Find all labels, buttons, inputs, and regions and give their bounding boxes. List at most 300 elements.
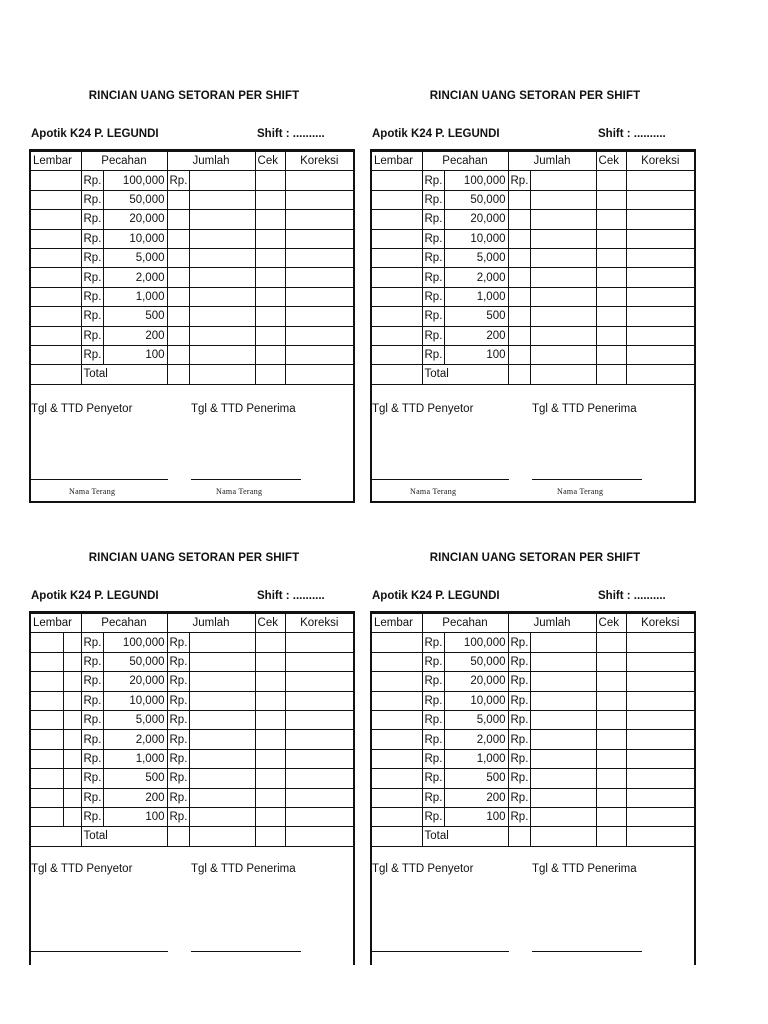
lembar-cell[interactable]	[372, 672, 422, 691]
cek-cell[interactable]	[255, 268, 285, 287]
lembar-cell[interactable]	[372, 268, 422, 287]
jumlah-cell[interactable]	[530, 307, 596, 326]
cek-cell[interactable]	[596, 633, 626, 652]
pecahan-currency: Rp.	[422, 229, 444, 248]
cek-cell[interactable]	[255, 210, 285, 229]
lembar-cell[interactable]	[31, 691, 63, 710]
pecahan-value: 200	[444, 326, 508, 345]
koreksi-cell[interactable]	[285, 307, 353, 326]
header-pecahan: Pecahan	[81, 152, 167, 171]
pecahan-value: 100	[103, 807, 167, 826]
pecahan-value: 100	[444, 345, 508, 364]
koreksi-cell[interactable]	[626, 652, 694, 671]
koreksi-cell[interactable]	[285, 749, 353, 768]
cek-cell[interactable]	[255, 326, 285, 345]
denomination-table	[31, 613, 353, 847]
table-row	[31, 769, 353, 788]
koreksi-cell[interactable]	[626, 749, 694, 768]
total-jumlah-cell[interactable]	[530, 827, 596, 846]
koreksi-cell[interactable]	[285, 171, 353, 190]
header-koreksi: Koreksi	[626, 152, 694, 171]
koreksi-cell[interactable]	[285, 788, 353, 807]
pecahan-currency: Rp.	[422, 307, 444, 326]
cek-cell[interactable]	[596, 326, 626, 345]
jumlah-currency-cell[interactable]	[167, 248, 189, 267]
penerima-signature-line[interactable]	[191, 479, 301, 480]
koreksi-cell[interactable]	[285, 326, 353, 345]
koreksi-cell[interactable]	[626, 171, 694, 190]
header-pecahan: Pecahan	[422, 614, 508, 633]
table-row	[372, 268, 694, 287]
jumlah-currency: Rp.	[167, 710, 189, 729]
jumlah-cell[interactable]	[189, 672, 255, 691]
lembar-cell[interactable]	[31, 248, 81, 267]
table-row	[372, 171, 694, 190]
header-jumlah: Jumlah	[167, 614, 255, 633]
table-row	[31, 229, 353, 248]
lembar-cell[interactable]	[31, 749, 63, 768]
table-row	[372, 633, 694, 652]
koreksi-cell[interactable]	[285, 769, 353, 788]
cek-cell[interactable]	[255, 633, 285, 652]
lembar-sub-cell[interactable]	[63, 769, 81, 788]
koreksi-cell[interactable]	[626, 190, 694, 209]
pecahan-value: 100	[103, 345, 167, 364]
jumlah-cell[interactable]	[530, 633, 596, 652]
jumlah-currency-cell[interactable]	[508, 345, 530, 364]
pecahan-currency: Rp.	[81, 788, 103, 807]
penyetor-label: Tgl & TTD Penyetor	[372, 863, 474, 875]
lembar-cell[interactable]	[31, 268, 81, 287]
cek-cell[interactable]	[255, 807, 285, 826]
jumlah-cell[interactable]	[189, 691, 255, 710]
lembar-cell[interactable]	[372, 652, 422, 671]
total-cek-cell[interactable]	[255, 365, 285, 384]
koreksi-cell[interactable]	[285, 248, 353, 267]
lembar-cell[interactable]	[372, 730, 422, 749]
header-cek: Cek	[596, 152, 626, 171]
cek-cell[interactable]	[596, 229, 626, 248]
jumlah-currency-cell[interactable]	[508, 248, 530, 267]
pecahan-value: 20,000	[444, 210, 508, 229]
jumlah-currency-cell[interactable]	[167, 190, 189, 209]
total-currency-cell	[508, 365, 530, 384]
jumlah-cell[interactable]	[530, 652, 596, 671]
lembar-cell[interactable]	[31, 710, 63, 729]
jumlah-cell[interactable]	[189, 171, 255, 190]
cek-cell[interactable]	[596, 672, 626, 691]
jumlah-cell[interactable]	[189, 210, 255, 229]
pecahan-value: 5,000	[103, 710, 167, 729]
cek-cell[interactable]	[255, 229, 285, 248]
jumlah-currency-cell[interactable]	[508, 268, 530, 287]
jumlah-cell[interactable]	[189, 710, 255, 729]
lembar-cell[interactable]	[31, 807, 63, 826]
jumlah-currency: Rp.	[167, 730, 189, 749]
jumlah-cell[interactable]	[189, 730, 255, 749]
lembar-cell[interactable]	[372, 691, 422, 710]
jumlah-cell[interactable]	[189, 326, 255, 345]
jumlah-cell[interactable]	[530, 672, 596, 691]
jumlah-cell[interactable]	[530, 171, 596, 190]
total-cek-cell[interactable]	[596, 827, 626, 846]
pecahan-currency: Rp.	[81, 691, 103, 710]
lembar-sub-cell[interactable]	[63, 749, 81, 768]
pecahan-value: 500	[444, 307, 508, 326]
total-label: Total	[81, 365, 167, 384]
koreksi-cell[interactable]	[285, 287, 353, 306]
total-koreksi-cell[interactable]	[285, 827, 353, 846]
total-cek-cell[interactable]	[596, 365, 626, 384]
koreksi-cell[interactable]	[626, 691, 694, 710]
total-koreksi-cell[interactable]	[626, 827, 694, 846]
penerima-nama-terang: Nama Terang	[216, 487, 263, 496]
penerima-signature-line[interactable]	[532, 951, 642, 952]
lembar-cell[interactable]	[31, 307, 81, 326]
cek-cell[interactable]	[596, 710, 626, 729]
cek-cell[interactable]	[596, 345, 626, 364]
table-row	[372, 210, 694, 229]
koreksi-cell[interactable]	[626, 210, 694, 229]
lembar-cell[interactable]	[31, 345, 81, 364]
jumlah-currency: Rp.	[508, 749, 530, 768]
header-lembar: Lembar	[372, 614, 422, 633]
form-title: RINCIAN UANG SETORAN PER SHIFT	[88, 552, 300, 564]
penerima-signature-line[interactable]	[191, 951, 301, 952]
lembar-cell[interactable]	[372, 190, 422, 209]
cek-cell[interactable]	[255, 171, 285, 190]
jumlah-cell[interactable]	[530, 769, 596, 788]
koreksi-cell[interactable]	[626, 229, 694, 248]
koreksi-cell[interactable]	[285, 633, 353, 652]
lembar-cell[interactable]	[372, 749, 422, 768]
cek-cell[interactable]	[596, 210, 626, 229]
total-row	[31, 827, 353, 846]
jumlah-currency: Rp.	[167, 769, 189, 788]
pecahan-value: 200	[103, 788, 167, 807]
koreksi-cell[interactable]	[285, 268, 353, 287]
pecahan-value: 20,000	[103, 210, 167, 229]
cek-cell[interactable]	[596, 730, 626, 749]
koreksi-cell[interactable]	[626, 710, 694, 729]
jumlah-cell[interactable]	[189, 633, 255, 652]
koreksi-cell[interactable]	[285, 710, 353, 729]
pecahan-currency: Rp.	[81, 345, 103, 364]
lembar-cell[interactable]	[31, 788, 63, 807]
cek-cell[interactable]	[255, 730, 285, 749]
lembar-cell[interactable]	[372, 287, 422, 306]
jumlah-cell[interactable]	[530, 326, 596, 345]
apotik-name: Apotik K24 P. LEGUNDI	[31, 590, 159, 602]
jumlah-currency: Rp.	[167, 691, 189, 710]
jumlah-cell[interactable]	[189, 229, 255, 248]
koreksi-cell[interactable]	[626, 248, 694, 267]
table-row	[31, 345, 353, 364]
jumlah-cell[interactable]	[530, 730, 596, 749]
koreksi-cell[interactable]	[285, 672, 353, 691]
jumlah-currency-cell[interactable]	[167, 210, 189, 229]
jumlah-currency-cell[interactable]	[508, 307, 530, 326]
koreksi-cell[interactable]	[626, 326, 694, 345]
lembar-cell[interactable]	[372, 788, 422, 807]
pecahan-value: 1,000	[103, 287, 167, 306]
pecahan-value: 10,000	[103, 229, 167, 248]
koreksi-cell[interactable]	[626, 730, 694, 749]
jumlah-cell[interactable]	[189, 287, 255, 306]
lembar-cell[interactable]	[31, 633, 63, 652]
pecahan-value: 2,000	[103, 268, 167, 287]
penyetor-signature-line[interactable]	[31, 951, 168, 952]
lembar-cell[interactable]	[372, 248, 422, 267]
header-lembar: Lembar	[372, 152, 422, 171]
jumlah-cell[interactable]	[530, 788, 596, 807]
table-row	[372, 229, 694, 248]
cek-cell[interactable]	[596, 268, 626, 287]
lembar-cell[interactable]	[31, 672, 63, 691]
jumlah-cell[interactable]	[530, 710, 596, 729]
cek-cell[interactable]	[596, 652, 626, 671]
jumlah-cell[interactable]	[530, 691, 596, 710]
lembar-sub-cell[interactable]	[63, 672, 81, 691]
lembar-sub-cell[interactable]	[63, 652, 81, 671]
jumlah-cell[interactable]	[189, 807, 255, 826]
jumlah-currency-cell[interactable]	[167, 268, 189, 287]
lembar-cell[interactable]	[372, 710, 422, 729]
jumlah-currency-cell[interactable]	[508, 190, 530, 209]
lembar-sub-cell[interactable]	[63, 788, 81, 807]
lembar-sub-cell[interactable]	[63, 807, 81, 826]
table-row	[31, 749, 353, 768]
total-row	[31, 365, 353, 384]
pecahan-value: 1,000	[444, 749, 508, 768]
lembar-cell[interactable]	[31, 190, 81, 209]
lembar-cell[interactable]	[31, 730, 63, 749]
lembar-cell[interactable]	[31, 171, 81, 190]
koreksi-cell[interactable]	[626, 633, 694, 652]
jumlah-currency-cell[interactable]	[167, 287, 189, 306]
table-row	[372, 730, 694, 749]
jumlah-currency: Rp.	[167, 652, 189, 671]
cek-cell[interactable]	[255, 749, 285, 768]
jumlah-currency-cell[interactable]	[167, 326, 189, 345]
cek-cell[interactable]	[255, 652, 285, 671]
jumlah-cell[interactable]	[189, 248, 255, 267]
pecahan-currency: Rp.	[81, 210, 103, 229]
table-row	[31, 788, 353, 807]
jumlah-currency-cell[interactable]	[167, 229, 189, 248]
koreksi-cell[interactable]	[285, 210, 353, 229]
jumlah-cell[interactable]	[530, 248, 596, 267]
jumlah-cell[interactable]	[530, 287, 596, 306]
jumlah-cell[interactable]	[530, 345, 596, 364]
cek-cell[interactable]	[255, 307, 285, 326]
cek-cell[interactable]	[596, 307, 626, 326]
table-row	[372, 788, 694, 807]
lembar-cell[interactable]	[372, 769, 422, 788]
table-row	[31, 171, 353, 190]
pecahan-currency: Rp.	[422, 769, 444, 788]
jumlah-currency-cell[interactable]	[167, 345, 189, 364]
lembar-cell[interactable]	[31, 229, 81, 248]
penerima-signature-line[interactable]	[532, 479, 642, 480]
pecahan-currency: Rp.	[422, 807, 444, 826]
total-jumlah-cell[interactable]	[189, 365, 255, 384]
jumlah-currency-cell[interactable]	[508, 326, 530, 345]
cek-cell[interactable]	[255, 691, 285, 710]
penyetor-signature-line[interactable]	[372, 479, 509, 480]
jumlah-currency: Rp.	[508, 691, 530, 710]
koreksi-cell[interactable]	[285, 345, 353, 364]
jumlah-currency-cell[interactable]	[167, 307, 189, 326]
cek-cell[interactable]	[255, 672, 285, 691]
cek-cell[interactable]	[596, 807, 626, 826]
cek-cell[interactable]	[596, 749, 626, 768]
koreksi-cell[interactable]	[285, 807, 353, 826]
koreksi-cell[interactable]	[626, 268, 694, 287]
table-row	[372, 326, 694, 345]
penyetor-signature-line[interactable]	[372, 951, 509, 952]
pecahan-currency: Rp.	[422, 210, 444, 229]
jumlah-cell[interactable]	[189, 788, 255, 807]
jumlah-currency-cell[interactable]	[508, 287, 530, 306]
lembar-sub-cell[interactable]	[63, 730, 81, 749]
lembar-cell[interactable]	[372, 210, 422, 229]
header-cek: Cek	[255, 152, 285, 171]
total-row	[372, 365, 694, 384]
pecahan-currency: Rp.	[422, 326, 444, 345]
koreksi-cell[interactable]	[285, 691, 353, 710]
jumlah-cell[interactable]	[189, 749, 255, 768]
koreksi-cell[interactable]	[285, 730, 353, 749]
lembar-sub-cell[interactable]	[63, 710, 81, 729]
cek-cell[interactable]	[596, 248, 626, 267]
jumlah-currency: Rp.	[508, 730, 530, 749]
cek-cell[interactable]	[596, 287, 626, 306]
lembar-cell[interactable]	[372, 171, 422, 190]
total-currency-cell	[508, 827, 530, 846]
koreksi-cell[interactable]	[626, 345, 694, 364]
lembar-cell[interactable]	[372, 345, 422, 364]
shift-field: Shift : ..........	[257, 590, 325, 602]
penyetor-signature-line[interactable]	[31, 479, 168, 480]
table-row	[372, 287, 694, 306]
total-cek-cell[interactable]	[255, 827, 285, 846]
koreksi-cell[interactable]	[285, 652, 353, 671]
cek-cell[interactable]	[255, 248, 285, 267]
total-label: Total	[81, 827, 167, 846]
jumlah-cell[interactable]	[530, 807, 596, 826]
penerima-label: Tgl & TTD Penerima	[532, 863, 637, 875]
koreksi-cell[interactable]	[626, 788, 694, 807]
cek-cell[interactable]	[255, 710, 285, 729]
koreksi-cell[interactable]	[626, 307, 694, 326]
lembar-cell[interactable]	[31, 326, 81, 345]
pecahan-value: 20,000	[444, 672, 508, 691]
header-cek: Cek	[255, 614, 285, 633]
header-jumlah: Jumlah	[167, 152, 255, 171]
lembar-cell[interactable]	[372, 307, 422, 326]
lembar-cell[interactable]	[31, 769, 63, 788]
jumlah-cell[interactable]	[189, 268, 255, 287]
pecahan-value: 20,000	[103, 672, 167, 691]
pecahan-value: 10,000	[103, 691, 167, 710]
total-lembar-cell	[372, 827, 422, 846]
jumlah-currency: Rp.	[508, 672, 530, 691]
jumlah-currency-cell[interactable]	[508, 229, 530, 248]
jumlah-cell[interactable]	[530, 749, 596, 768]
lembar-cell[interactable]	[372, 326, 422, 345]
table-row	[372, 190, 694, 209]
pecahan-currency: Rp.	[81, 807, 103, 826]
koreksi-cell[interactable]	[626, 672, 694, 691]
lembar-cell[interactable]	[31, 287, 81, 306]
table-header-row	[31, 614, 353, 633]
koreksi-cell[interactable]	[626, 807, 694, 826]
cek-cell[interactable]	[596, 691, 626, 710]
jumlah-cell[interactable]	[530, 190, 596, 209]
table-row	[31, 691, 353, 710]
jumlah-cell[interactable]	[189, 769, 255, 788]
cek-cell[interactable]	[255, 345, 285, 364]
koreksi-cell[interactable]	[285, 229, 353, 248]
lembar-cell[interactable]	[31, 210, 81, 229]
cek-cell[interactable]	[596, 788, 626, 807]
lembar-cell[interactable]	[372, 229, 422, 248]
total-label: Total	[422, 827, 508, 846]
cek-cell[interactable]	[596, 190, 626, 209]
lembar-sub-cell[interactable]	[63, 633, 81, 652]
koreksi-cell[interactable]	[285, 190, 353, 209]
lembar-cell[interactable]	[372, 633, 422, 652]
pecahan-value: 2,000	[444, 268, 508, 287]
total-jumlah-cell[interactable]	[189, 827, 255, 846]
koreksi-cell[interactable]	[626, 769, 694, 788]
jumlah-currency: Rp.	[167, 672, 189, 691]
shift-field: Shift : ..........	[257, 128, 325, 140]
jumlah-cell[interactable]	[189, 345, 255, 364]
cek-cell[interactable]	[255, 788, 285, 807]
total-row	[372, 827, 694, 846]
penyetor-nama-terang: Nama Terang	[69, 487, 116, 496]
total-jumlah-cell[interactable]	[530, 365, 596, 384]
jumlah-currency-cell[interactable]	[508, 210, 530, 229]
jumlah-cell[interactable]	[530, 210, 596, 229]
jumlah-cell[interactable]	[530, 229, 596, 248]
koreksi-cell[interactable]	[626, 287, 694, 306]
lembar-sub-cell[interactable]	[63, 691, 81, 710]
cek-cell[interactable]	[596, 769, 626, 788]
jumlah-cell[interactable]	[189, 190, 255, 209]
table-row	[372, 248, 694, 267]
apotik-name: Apotik K24 P. LEGUNDI	[31, 128, 159, 140]
jumlah-currency: Rp.	[508, 710, 530, 729]
pecahan-value: 5,000	[103, 248, 167, 267]
cek-cell[interactable]	[255, 287, 285, 306]
cek-cell[interactable]	[596, 171, 626, 190]
total-koreksi-cell[interactable]	[626, 365, 694, 384]
cek-cell[interactable]	[255, 190, 285, 209]
jumlah-cell[interactable]	[189, 652, 255, 671]
jumlah-cell[interactable]	[189, 307, 255, 326]
total-koreksi-cell[interactable]	[285, 365, 353, 384]
lembar-cell[interactable]	[372, 807, 422, 826]
pecahan-value: 100,000	[103, 171, 167, 190]
lembar-cell[interactable]	[31, 652, 63, 671]
pecahan-currency: Rp.	[422, 345, 444, 364]
cek-cell[interactable]	[255, 769, 285, 788]
jumlah-cell[interactable]	[530, 268, 596, 287]
pecahan-value: 500	[103, 769, 167, 788]
